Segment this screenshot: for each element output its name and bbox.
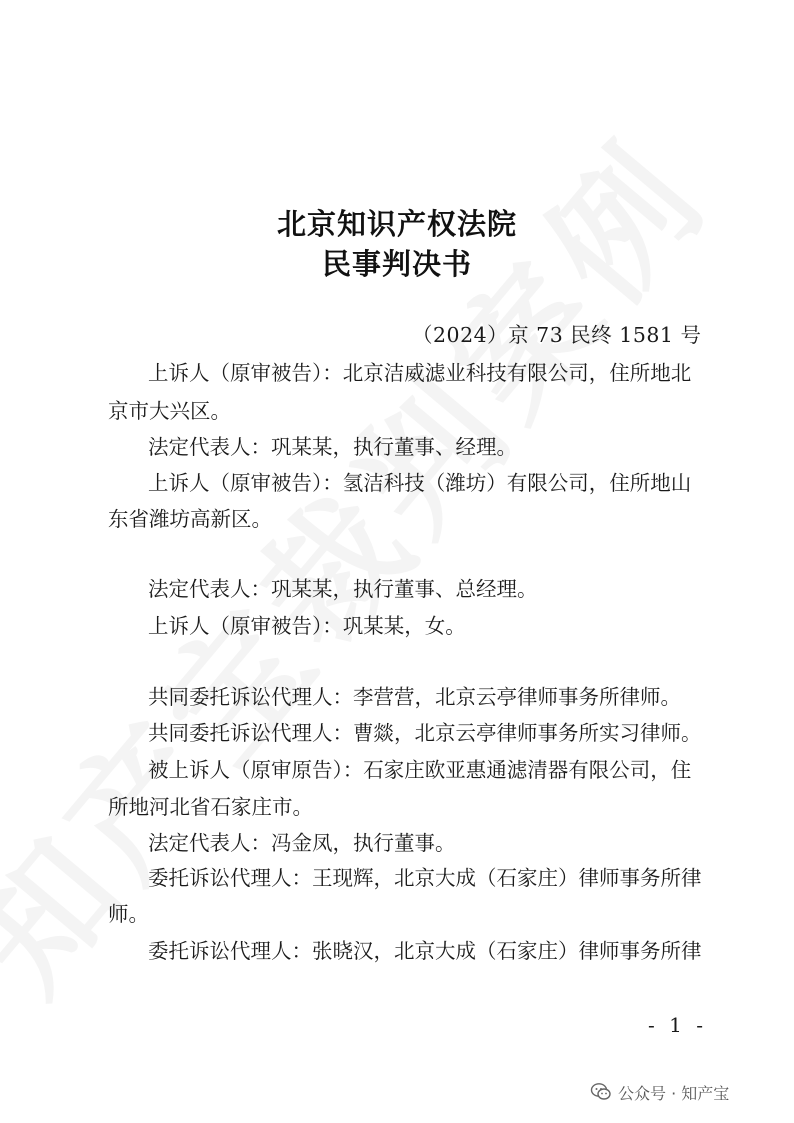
appellant-2-address-cont: 东省潍坊高新区。 bbox=[108, 507, 272, 531]
appellant-1-legal-rep: 法定代表人：巩某某，执行董事、经理。 bbox=[148, 435, 517, 459]
appellee-agent-1: 委托诉讼代理人：王现辉，北京大成（石家庄）律师事务所律 bbox=[148, 866, 702, 890]
appellee-line: 被上诉人（原审原告）：石家庄欧亚惠通滤清器有限公司，住 bbox=[148, 758, 692, 782]
court-name: 北京知识产权法院 bbox=[276, 207, 517, 241]
page-number: - 1 - bbox=[648, 1013, 707, 1037]
appellee-address-cont: 所地河北省石家庄市。 bbox=[108, 795, 313, 819]
appellant-2-legal-rep: 法定代表人：巩某某，执行董事、总经理。 bbox=[148, 577, 538, 601]
document-type: 民事判决书 bbox=[321, 247, 472, 281]
appellee-agent-1-cont: 师。 bbox=[108, 902, 149, 926]
joint-agent-2: 共同委托诉讼代理人：曹燚，北京云亭律师事务所实习律师。 bbox=[148, 721, 702, 745]
joint-agent-1: 共同委托诉讼代理人：李营营，北京云亭律师事务所律师。 bbox=[148, 685, 681, 709]
case-number: （2024）京 73 民终 1581 号 bbox=[412, 323, 702, 347]
appellee-legal-rep: 法定代表人：冯金凤，执行董事。 bbox=[148, 831, 456, 855]
wechat-icon bbox=[590, 1081, 612, 1103]
appellant-2-line: 上诉人（原审被告）：氢洁科技（潍坊）有限公司，住所地山 bbox=[148, 471, 692, 495]
footer-account bbox=[590, 1080, 729, 1104]
appellant-1-address-cont: 京市大兴区。 bbox=[108, 399, 231, 423]
appellee-agent-2: 委托诉讼代理人：张晓汉，北京大成（石家庄）律师事务所律 bbox=[148, 939, 702, 963]
appellant-3-line: 上诉人（原审被告）：巩某某，女。 bbox=[148, 614, 466, 638]
footer-text: 公众号 · 知产宝 bbox=[618, 1083, 730, 1103]
appellant-1-line: 上诉人（原审被告）：北京洁威滤业科技有限公司，住所地北 bbox=[148, 361, 692, 385]
